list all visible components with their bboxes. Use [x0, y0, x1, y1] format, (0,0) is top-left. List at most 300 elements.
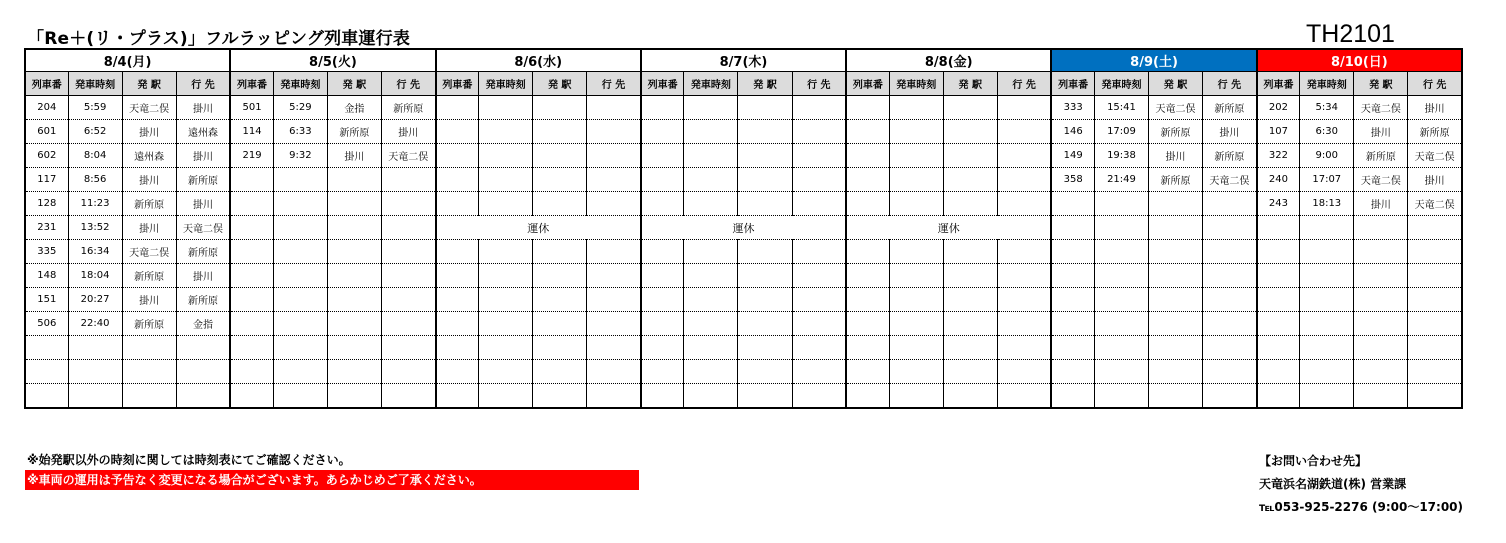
destination: 掛川 [176, 144, 230, 168]
train-number: 107 [1257, 120, 1300, 144]
origin-station [533, 192, 587, 216]
table-row [25, 192, 1462, 216]
destination [792, 144, 846, 168]
origin-station: 金指 [327, 96, 381, 120]
destination [587, 144, 641, 168]
train-number: 117 [25, 168, 68, 192]
origin-station: 新所原 [1354, 144, 1408, 168]
departure-time [1094, 312, 1148, 336]
origin-station [1354, 360, 1408, 384]
train-number: 243 [1257, 192, 1300, 216]
destination: 新所原 [1203, 144, 1257, 168]
train-number [641, 288, 684, 312]
origin-station: 掛川 [122, 288, 176, 312]
origin-station [943, 240, 997, 264]
departure-time [273, 312, 327, 336]
train-number [230, 216, 273, 240]
destination: 天竜二俣 [1203, 168, 1257, 192]
train-number [641, 312, 684, 336]
departure-time [479, 96, 533, 120]
train-number [641, 360, 684, 384]
train-number [230, 360, 273, 384]
train-number: 128 [25, 192, 68, 216]
train-number [230, 288, 273, 312]
origin-station [943, 144, 997, 168]
departure-time [889, 264, 943, 288]
origin-station [1354, 240, 1408, 264]
train-number-header: 列車番 [846, 72, 889, 96]
train-number: 601 [25, 120, 68, 144]
destination-header: 行 先 [381, 72, 435, 96]
departure-time [479, 144, 533, 168]
origin-station [533, 168, 587, 192]
train-number [230, 264, 273, 288]
destination [1408, 384, 1462, 409]
train-number: 322 [1257, 144, 1300, 168]
departure-time [684, 144, 738, 168]
departure-time [684, 264, 738, 288]
destination [1203, 240, 1257, 264]
destination-header: 行 先 [587, 72, 641, 96]
destination [792, 312, 846, 336]
departure-time [273, 288, 327, 312]
train-number [1051, 312, 1094, 336]
origin-station [122, 384, 176, 409]
origin-station [738, 384, 792, 409]
destination [997, 240, 1051, 264]
train-number [230, 168, 273, 192]
departure-time: 9:32 [273, 144, 327, 168]
destination [997, 360, 1051, 384]
destination [997, 192, 1051, 216]
origin-station [1149, 192, 1203, 216]
origin-station-header: 発 駅 [943, 72, 997, 96]
destination: 掛川 [1408, 168, 1462, 192]
departure-time: 18:13 [1300, 192, 1354, 216]
departure-time [1094, 216, 1148, 240]
destination: 掛川 [176, 96, 230, 120]
table-row [25, 216, 1462, 240]
origin-station: 新所原 [122, 312, 176, 336]
train-number: 231 [25, 216, 68, 240]
origin-station: 新所原 [122, 264, 176, 288]
destination [997, 384, 1051, 409]
departure-time [684, 192, 738, 216]
train-number [1051, 360, 1094, 384]
table-row [25, 312, 1462, 336]
departure-time [684, 168, 738, 192]
train-number [436, 168, 479, 192]
train-number [846, 312, 889, 336]
destination [587, 120, 641, 144]
train-number [846, 168, 889, 192]
departure-time-header: 発車時刻 [684, 72, 738, 96]
departure-time [889, 336, 943, 360]
train-number [230, 240, 273, 264]
destination [1203, 288, 1257, 312]
departure-time: 17:09 [1094, 120, 1148, 144]
departure-time [889, 312, 943, 336]
origin-station [1354, 216, 1408, 240]
origin-station [738, 96, 792, 120]
destination [587, 96, 641, 120]
day-header: 8/8(金) [846, 49, 1051, 72]
destination [792, 384, 846, 409]
train-number: 151 [25, 288, 68, 312]
origin-station [1149, 360, 1203, 384]
departure-time: 18:04 [68, 264, 122, 288]
document-code: TH2101 [1306, 20, 1395, 48]
train-number [641, 192, 684, 216]
origin-station [327, 168, 381, 192]
destination [1408, 216, 1462, 240]
train-number [436, 120, 479, 144]
train-number [846, 288, 889, 312]
departure-time: 11:23 [68, 192, 122, 216]
train-number [230, 384, 273, 409]
train-number: 335 [25, 240, 68, 264]
train-number [1257, 240, 1300, 264]
origin-station: 掛川 [122, 168, 176, 192]
origin-station [738, 120, 792, 144]
departure-time: 17:07 [1300, 168, 1354, 192]
origin-station [1149, 264, 1203, 288]
train-number [436, 96, 479, 120]
origin-station: 天竜二俣 [122, 96, 176, 120]
destination [587, 240, 641, 264]
train-number-header: 列車番 [230, 72, 273, 96]
destination [997, 336, 1051, 360]
suspended-cell [641, 216, 846, 240]
train-number [436, 360, 479, 384]
train-number [436, 264, 479, 288]
origin-station [738, 288, 792, 312]
origin-station [327, 360, 381, 384]
train-number [641, 120, 684, 144]
departure-time: 22:40 [68, 312, 122, 336]
train-number [641, 168, 684, 192]
departure-time [889, 360, 943, 384]
train-number-header: 列車番 [25, 72, 68, 96]
train-number: 506 [25, 312, 68, 336]
departure-time-header: 発車時刻 [1300, 72, 1354, 96]
departure-time: 5:34 [1300, 96, 1354, 120]
train-number [846, 264, 889, 288]
suspended-label: 運休 [937, 222, 960, 235]
train-number [436, 336, 479, 360]
departure-time [1094, 192, 1148, 216]
departure-time: 6:52 [68, 120, 122, 144]
departure-time [889, 168, 943, 192]
table-row [25, 96, 1462, 120]
destination [1203, 336, 1257, 360]
destination [587, 312, 641, 336]
origin-station [533, 264, 587, 288]
train-number [846, 96, 889, 120]
departure-time [1300, 240, 1354, 264]
origin-station [327, 312, 381, 336]
train-number [641, 96, 684, 120]
destination [381, 360, 435, 384]
suspended-cell [846, 216, 1051, 240]
train-number: 204 [25, 96, 68, 120]
train-number [1257, 360, 1300, 384]
train-number: 146 [1051, 120, 1094, 144]
departure-time [684, 336, 738, 360]
destination-header: 行 先 [1203, 72, 1257, 96]
train-number [1051, 288, 1094, 312]
departure-time: 19:38 [1094, 144, 1148, 168]
origin-station: 遠州森 [122, 144, 176, 168]
departure-time [479, 168, 533, 192]
destination: 天竜二俣 [1408, 192, 1462, 216]
train-number [641, 384, 684, 409]
origin-station [327, 336, 381, 360]
origin-station: 新所原 [1149, 168, 1203, 192]
departure-time-header: 発車時刻 [479, 72, 533, 96]
origin-station: 新所原 [122, 192, 176, 216]
origin-station [533, 384, 587, 409]
destination [792, 240, 846, 264]
table-row [25, 264, 1462, 288]
departure-time [889, 144, 943, 168]
destination [587, 288, 641, 312]
train-number [641, 264, 684, 288]
destination [176, 336, 230, 360]
destination [176, 384, 230, 409]
destination-header: 行 先 [997, 72, 1051, 96]
table-row [25, 240, 1462, 264]
train-number [1051, 216, 1094, 240]
departure-time [479, 264, 533, 288]
origin-station: 天竜二俣 [1149, 96, 1203, 120]
origin-station-header: 発 駅 [327, 72, 381, 96]
destination [1203, 384, 1257, 409]
table-row [25, 288, 1462, 312]
departure-time: 9:00 [1300, 144, 1354, 168]
departure-time [889, 96, 943, 120]
destination [997, 288, 1051, 312]
train-number [846, 336, 889, 360]
origin-station: 掛川 [122, 120, 176, 144]
departure-time [479, 120, 533, 144]
table-row [25, 360, 1462, 384]
train-number [25, 384, 68, 409]
destination: 掛川 [381, 120, 435, 144]
destination [381, 288, 435, 312]
destination: 掛川 [1203, 120, 1257, 144]
departure-time [1300, 264, 1354, 288]
destination [1408, 312, 1462, 336]
train-number [641, 240, 684, 264]
destination [1408, 360, 1462, 384]
origin-station [738, 192, 792, 216]
train-number [230, 336, 273, 360]
departure-time [684, 312, 738, 336]
origin-station [738, 264, 792, 288]
train-number-header: 列車番 [436, 72, 479, 96]
train-number [436, 288, 479, 312]
origin-station-header: 発 駅 [1149, 72, 1203, 96]
departure-time: 5:29 [273, 96, 327, 120]
origin-station: 天竜二俣 [122, 240, 176, 264]
table-row [25, 336, 1462, 360]
train-number: 602 [25, 144, 68, 168]
origin-station [327, 384, 381, 409]
destination [587, 192, 641, 216]
destination: 新所原 [381, 96, 435, 120]
origin-station [1149, 240, 1203, 264]
departure-time [1094, 360, 1148, 384]
departure-time [273, 216, 327, 240]
departure-time [479, 240, 533, 264]
departure-time [1300, 384, 1354, 409]
table-row [25, 144, 1462, 168]
train-number [846, 240, 889, 264]
train-number [846, 384, 889, 409]
suspended-cell [436, 216, 641, 240]
day-header: 8/9(土) [1051, 49, 1256, 72]
origin-station [943, 288, 997, 312]
train-number [1051, 336, 1094, 360]
destination: 掛川 [176, 192, 230, 216]
train-number [436, 192, 479, 216]
departure-time [684, 360, 738, 384]
train-number-header: 列車番 [1051, 72, 1094, 96]
departure-time [889, 192, 943, 216]
origin-station-header: 発 駅 [533, 72, 587, 96]
train-number [230, 312, 273, 336]
timetable-note: ※始発駅以外の時刻に関しては時刻表にてご確認ください。 [27, 453, 351, 467]
departure-time: 8:04 [68, 144, 122, 168]
departure-time [479, 384, 533, 409]
origin-station [533, 240, 587, 264]
train-number: 358 [1051, 168, 1094, 192]
table-row [25, 384, 1462, 409]
departure-time: 13:52 [68, 216, 122, 240]
origin-station [943, 192, 997, 216]
departure-time [1094, 288, 1148, 312]
origin-station [738, 312, 792, 336]
train-number [1257, 288, 1300, 312]
train-number: 333 [1051, 96, 1094, 120]
train-number: 114 [230, 120, 273, 144]
origin-station: 天竜二俣 [1354, 96, 1408, 120]
destination [587, 384, 641, 409]
destination [381, 216, 435, 240]
origin-station [943, 168, 997, 192]
train-number [1051, 264, 1094, 288]
origin-station [533, 144, 587, 168]
origin-station: 掛川 [1149, 144, 1203, 168]
destination [587, 264, 641, 288]
departure-time [273, 360, 327, 384]
departure-time [273, 168, 327, 192]
destination [381, 240, 435, 264]
departure-time [1300, 288, 1354, 312]
departure-time [889, 288, 943, 312]
origin-station [122, 360, 176, 384]
train-schedule-table [24, 48, 1463, 409]
destination [997, 168, 1051, 192]
destination [792, 264, 846, 288]
origin-station [1354, 312, 1408, 336]
departure-time [273, 192, 327, 216]
destination [176, 360, 230, 384]
departure-time [684, 288, 738, 312]
table-row [25, 168, 1462, 192]
origin-station: 天竜二俣 [1354, 168, 1408, 192]
destination [587, 336, 641, 360]
destination [1408, 288, 1462, 312]
inquiry-block [1259, 450, 1463, 519]
origin-station [943, 384, 997, 409]
origin-station: 掛川 [1354, 192, 1408, 216]
departure-time: 21:49 [1094, 168, 1148, 192]
destination [997, 312, 1051, 336]
departure-time [1094, 240, 1148, 264]
destination [381, 384, 435, 409]
train-number-header: 列車番 [1257, 72, 1300, 96]
departure-time [273, 240, 327, 264]
departure-time [479, 360, 533, 384]
origin-station [533, 120, 587, 144]
train-number [25, 360, 68, 384]
destination [1203, 360, 1257, 384]
origin-station [1354, 288, 1408, 312]
departure-time-header: 発車時刻 [68, 72, 122, 96]
origin-station [327, 264, 381, 288]
origin-station-header: 発 駅 [738, 72, 792, 96]
destination [1408, 336, 1462, 360]
departure-time [684, 240, 738, 264]
train-number [436, 384, 479, 409]
destination-header: 行 先 [176, 72, 230, 96]
origin-station [1149, 312, 1203, 336]
train-number [641, 336, 684, 360]
inquiry-heading: 【お問い合わせ先】 [1259, 454, 1368, 468]
destination [792, 192, 846, 216]
day-header: 8/5(火) [230, 49, 435, 72]
train-number [1257, 264, 1300, 288]
destination: 新所原 [176, 240, 230, 264]
origin-station [533, 288, 587, 312]
departure-time [1094, 384, 1148, 409]
train-number [846, 120, 889, 144]
destination [792, 168, 846, 192]
train-number [641, 144, 684, 168]
origin-station [327, 192, 381, 216]
departure-time [68, 336, 122, 360]
destination: 遠州森 [176, 120, 230, 144]
departure-time [889, 384, 943, 409]
train-number [25, 336, 68, 360]
origin-station [533, 336, 587, 360]
origin-station: 掛川 [327, 144, 381, 168]
destination: 掛川 [1408, 96, 1462, 120]
train-number [1257, 312, 1300, 336]
departure-time [273, 336, 327, 360]
destination [792, 96, 846, 120]
destination [792, 288, 846, 312]
train-number: 219 [230, 144, 273, 168]
train-number [846, 360, 889, 384]
departure-time [479, 312, 533, 336]
destination [792, 120, 846, 144]
destination [1203, 192, 1257, 216]
departure-time [684, 384, 738, 409]
origin-station [533, 360, 587, 384]
